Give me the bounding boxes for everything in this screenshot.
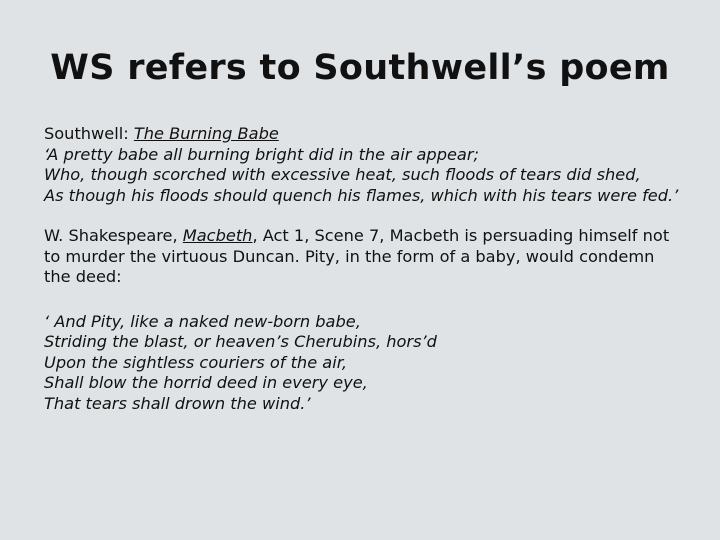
southwell-attribution [44, 124, 684, 145]
macbeth-quote-line: Shall blow the horrid deed in every eye, [44, 373, 368, 392]
spacer [44, 206, 684, 226]
spacer [44, 288, 684, 312]
southwell-quote-line: ‘A pretty babe all burning bright did in the air appear; [44, 144, 479, 164]
shakespeare-work-title: Macbeth [182, 226, 253, 245]
macbeth-quote-line: Upon the sightless couriers of the air, [44, 352, 348, 372]
macbeth-quote-line: ‘ And Pity, like a naked new-born babe, [44, 311, 361, 331]
southwell-prefix: Southwell: [44, 124, 134, 143]
macbeth-quote-line: That tears shall drown the wind.’ [44, 393, 311, 413]
shakespeare-prefix: W. Shakespeare, [44, 226, 183, 245]
macbeth-quote-line: Striding the blast, or heaven’s Cherubins, hors’d [44, 332, 437, 351]
slide-title: WS refers to Southwell’s poem [50, 48, 670, 88]
southwell-block [44, 124, 684, 206]
shakespeare-block [44, 226, 684, 288]
southwell-quote-line: As though his floods should quench his flames, which with his tears were fed.’ [44, 185, 679, 205]
shakespeare-description: , Act 1, Scene 7, Macbeth is persuading himself not to murder the virtuous Duncan. Pity, in the form of a baby, would condemn the deed: [44, 226, 670, 286]
slide-body [44, 124, 684, 414]
southwell-quote-line: Who, though scorched with excessive heat, such floods of tears did shed, [44, 165, 641, 184]
southwell-work-title: The Burning Babe [133, 124, 279, 143]
macbeth-quote-block [44, 312, 684, 415]
